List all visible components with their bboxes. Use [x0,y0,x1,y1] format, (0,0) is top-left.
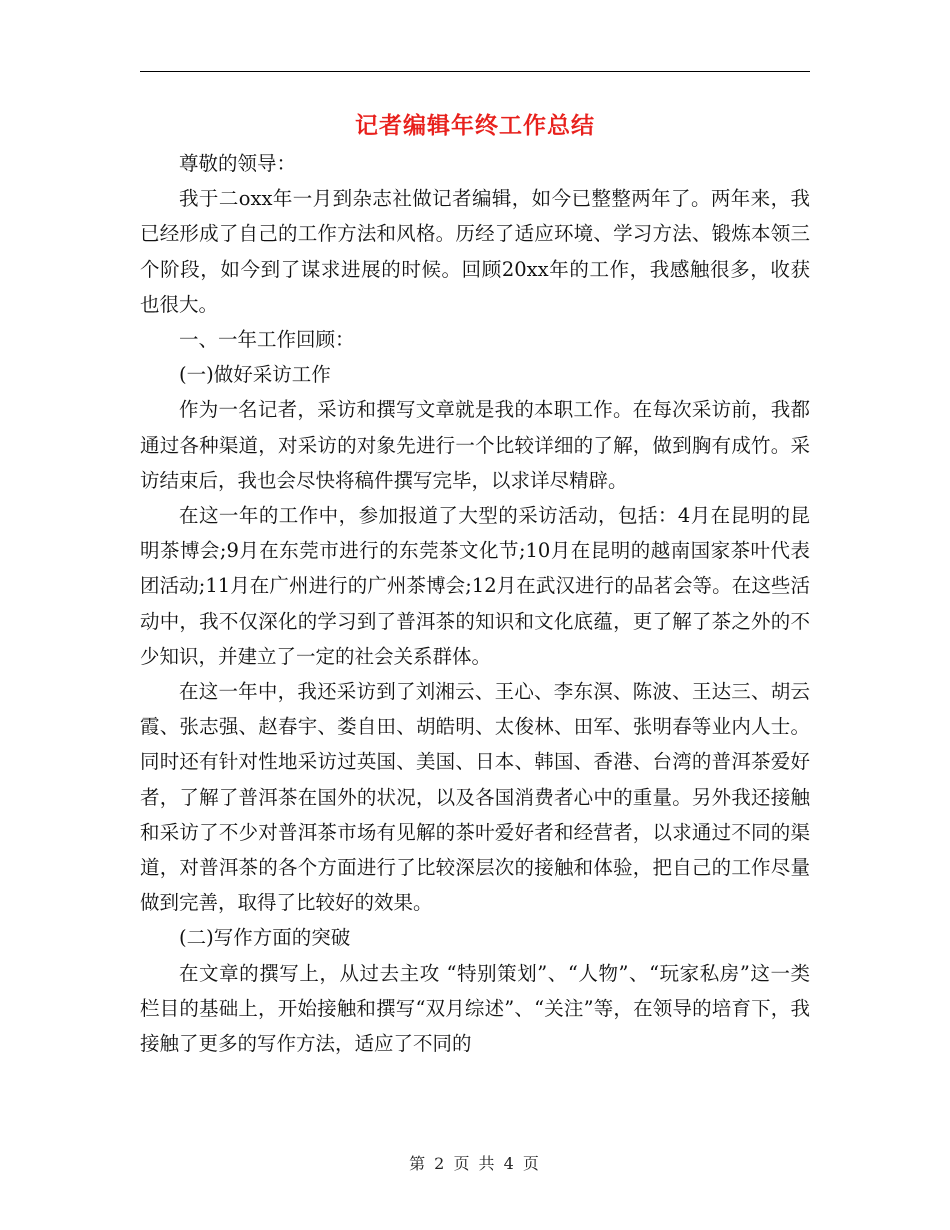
body-paragraph-interviewees: 在这一年中，我还采访到了刘湘云、王心、李东溟、陈波、王达三、胡云霞、张志强、赵春宇、娄自田、胡皓明、太俊林、田军、张明春等业内人士。同时还有针对性地采访过英国、美国、日本、韩国、香港、台湾的普洱茶爱好者，了解了普洱茶在国外的状况，以及各国消费者心中的重量。另外我还接触和采访了不少对普洱茶市场有见解的茶叶爱好者和经营者，以求通过不同的渠道，对普洱茶的各个方面进行了比较深层次的接触和体验，把自己的工作尽量做到完善，取得了比较好的效果。 [140,680,810,915]
header-rule [140,71,810,72]
subsection-heading-writing: (二)写作方面的突破 [179,926,351,950]
salutation: 尊敬的领导： [179,152,297,175]
body-paragraph-interview: 作为一名记者，采访和撰写文章就是我的本职工作。在每次采访前，我都通过各种渠道，对采访的对象先进行一个比较详细的了解，做到胸有成竹。采访结束后，我也会尽快将稿件撰写完毕，以求详尽精辟。 [140,398,810,492]
document-body [140,146,810,1061]
page-number: 第 2 页 共 4 页 [409,1154,541,1173]
document-title: 记者编辑年终工作总结 [355,112,595,139]
section-heading-review: 一、一年工作回顾： [179,328,355,352]
body-paragraph-events: 在这一年的工作中，参加报道了大型的采访活动，包括：4月在昆明的昆明茶博会;9月在东莞市进行的东莞茶文化节;10月在昆明的越南国家茶叶代表团活动;11月在广州进行的广州茶博会;12月在武汉进行的品茗会等。在这些活动中，我不仅深化的学习到了普洱茶的知识和文化底蕴，更了解了茶之外的不少知识，并建立了一定的社会关系群体。 [140,504,810,668]
body-paragraph-intro: 我于二oxx年一月到杂志社做记者编辑，如今已整整两年了。两年来，我已经形成了自己的工作方法和风格。历经了适应环境、学习方法、锻炼本领三个阶段，如今到了谋求进展的时候。回顾20xx年的工作，我感触很多，收获也很大。 [140,187,810,316]
body-paragraph-writing: 在文章的撰写上，从过去主攻 “特别策划”、“人物”、“玩家私房”这一类栏目的基础上，开始接触和撰写“双月综述”、“关注”等，在领导的培育下，我接触了更多的写作方法，适应了不同的 [140,961,810,1056]
subsection-heading-interview: (一)做好采访工作 [179,363,331,387]
